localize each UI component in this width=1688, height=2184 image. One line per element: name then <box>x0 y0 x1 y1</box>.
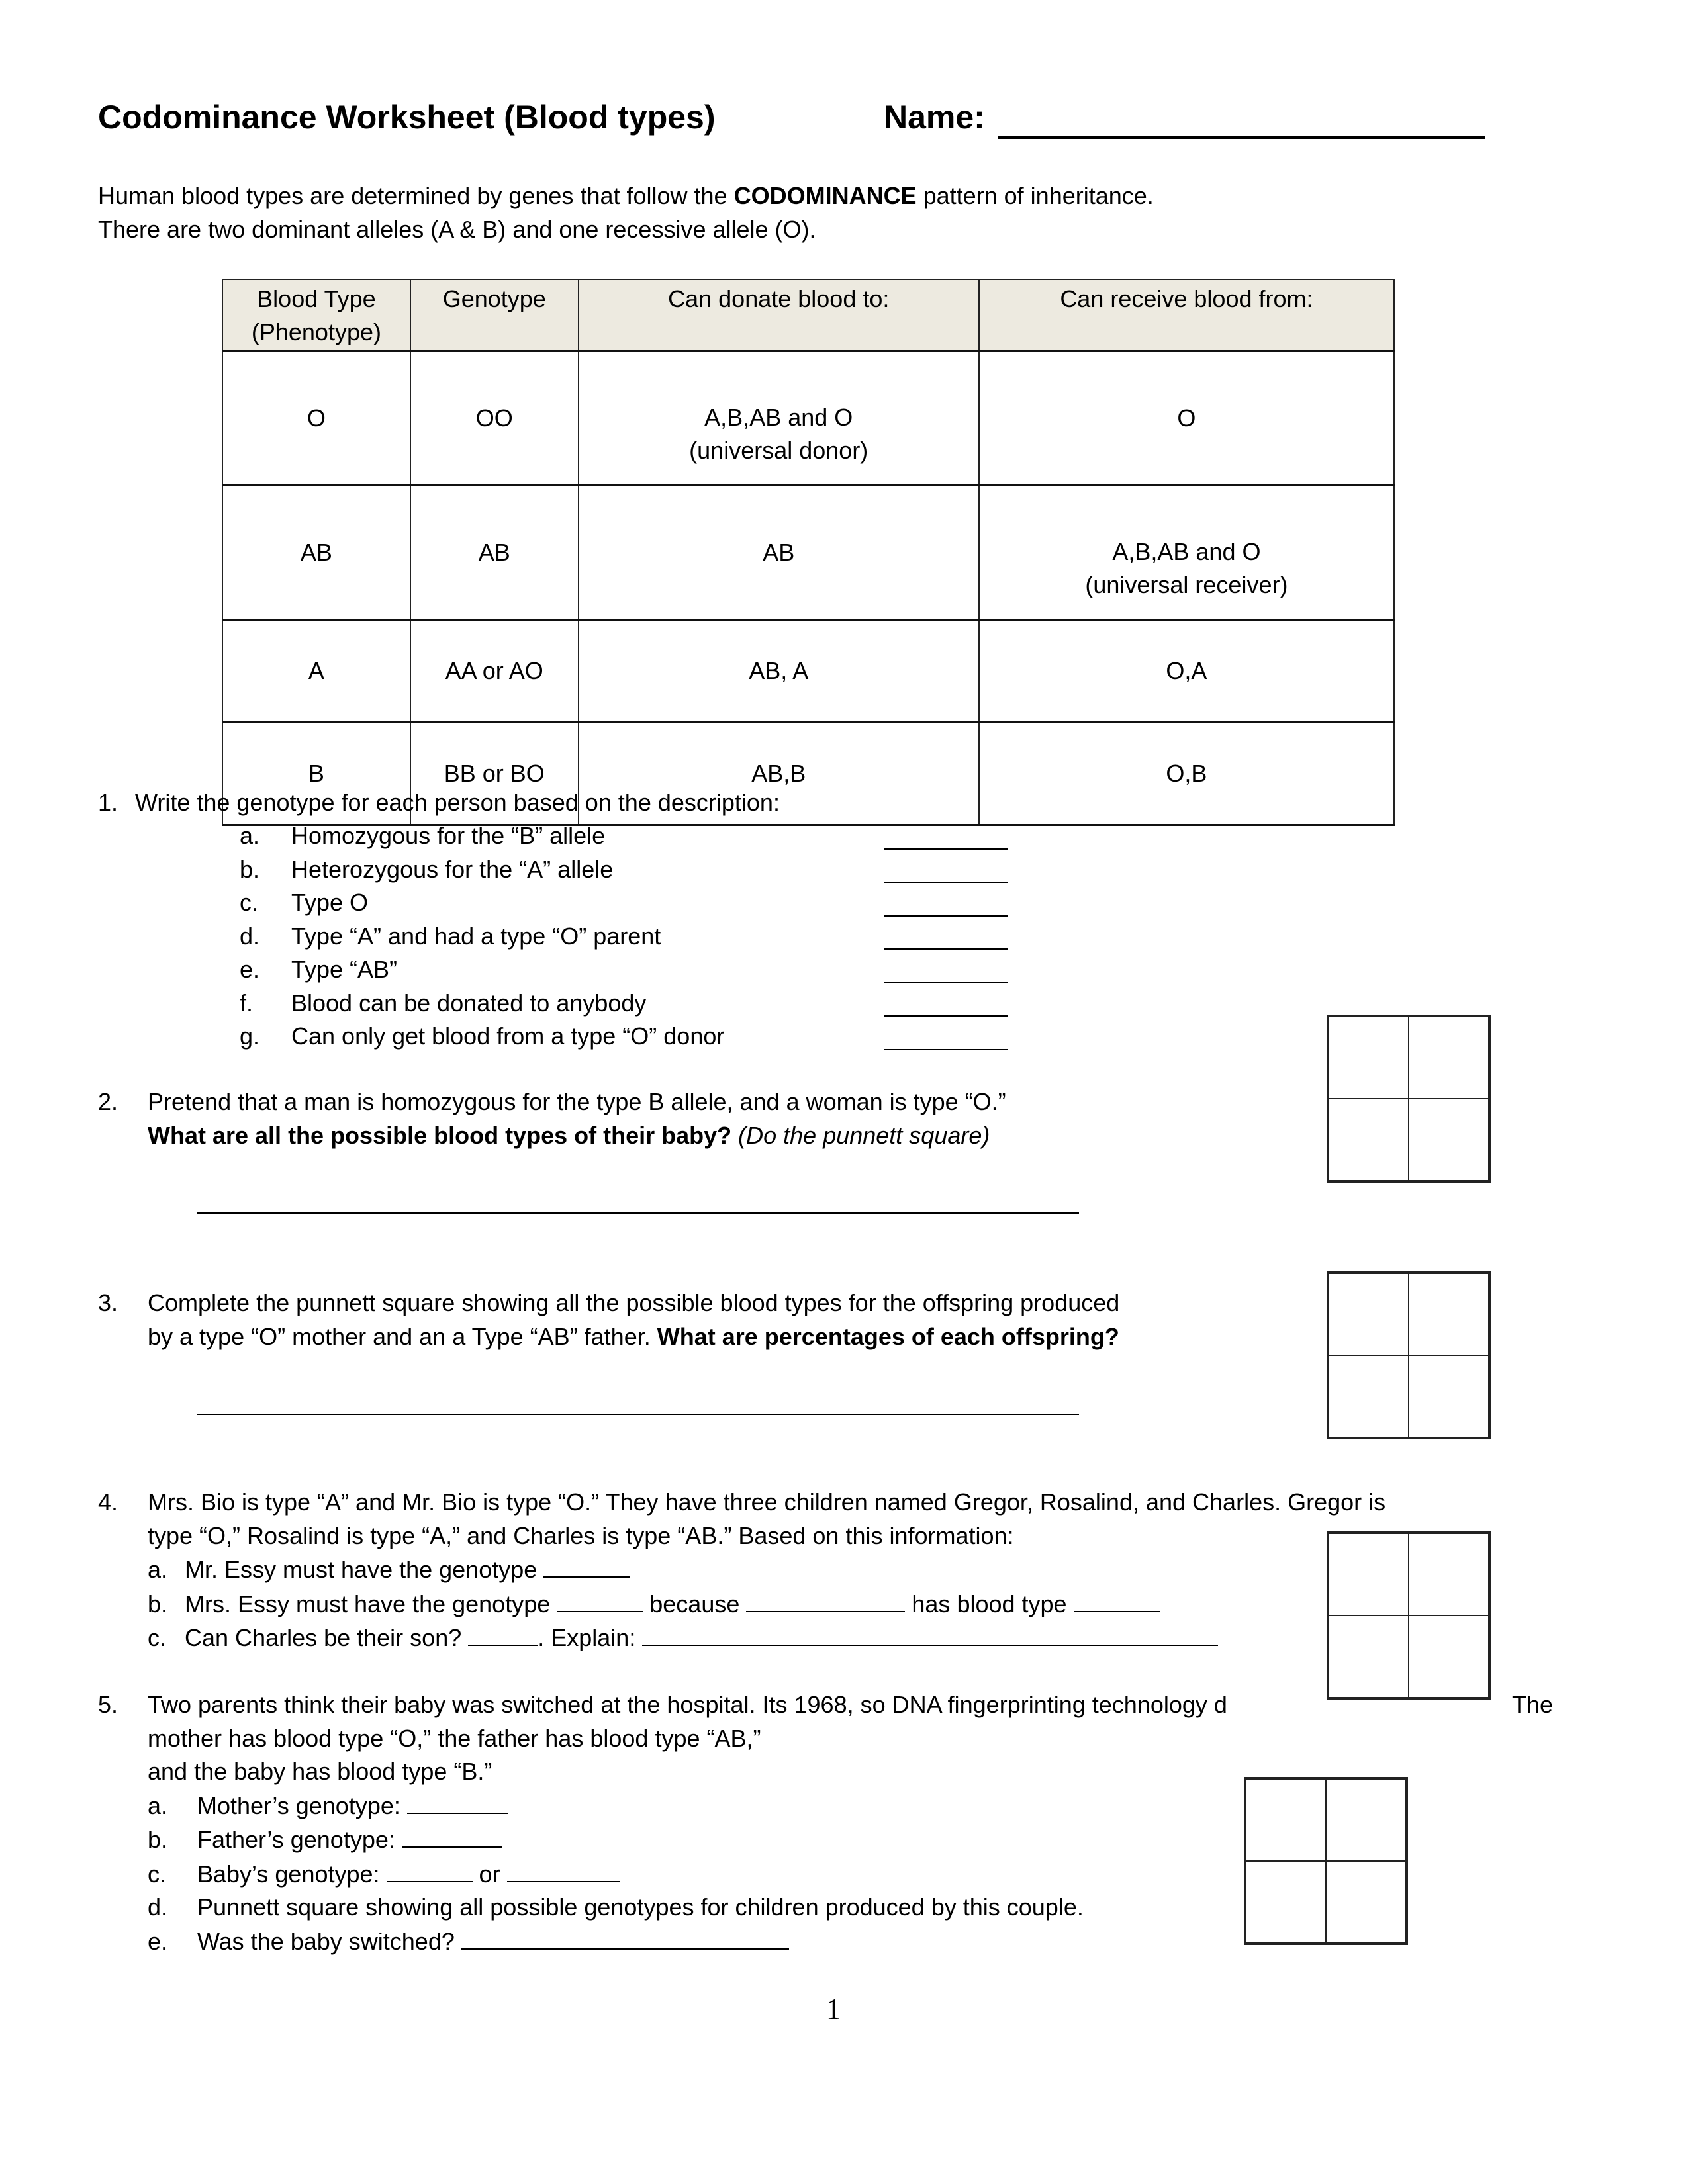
cell-receive: O,A <box>979 620 1394 723</box>
blank-5c-1[interactable] <box>387 1857 473 1882</box>
punnett-cell[interactable] <box>1409 1017 1489 1099</box>
question-5: 5. Two parents think their baby was switched at the hospital. Its 1968, so DNA fingerprinting technology d mother has blood type “O,” the father has blood type “AB,” and the baby has blood type “B.” a. Mother’s genotype: b. Father’s genotype: c. Baby’s genotype: or d. Punnett square showing all possible genotypes for children produced by this couple. e. Was the baby switched? <box>98 1691 1227 1955</box>
blank-4c-yesno[interactable] <box>468 1621 538 1646</box>
col-header-donate: Can donate blood to: <box>579 279 979 351</box>
cell-genotype: OO <box>410 351 579 486</box>
codominance-term: CODOMINANCE <box>733 182 917 209</box>
cell-genotype: BB or BO <box>410 723 579 825</box>
cell-genotype: AB <box>410 486 579 620</box>
answer-blank-1g[interactable] <box>884 1049 1008 1050</box>
table-header-row <box>222 279 1394 351</box>
question-1-item-e: e. Type “AB” <box>240 956 398 983</box>
question-2: 2. Pretend that a man is homozygous for the type B allele, and a woman is type “O.” What are all the possible blood types of their baby? (Do the punnett square) <box>98 1088 1006 1149</box>
cell-receive: A,B,AB and O (universal receiver) <box>979 486 1394 620</box>
col-header-phenotype: Blood Type (Phenotype) <box>222 279 410 351</box>
question-1-item-g: g. Can only get blood from a type “O” donor <box>240 1023 725 1050</box>
page-number: 1 <box>826 1993 841 2025</box>
punnett-cell[interactable] <box>1409 1615 1489 1698</box>
punnett-cell[interactable] <box>1246 1861 1326 1943</box>
cell-donate: A,B,AB and O (universal donor) <box>579 351 979 486</box>
punnett-square-2[interactable] <box>1327 1271 1491 1439</box>
question-1-item-d: d. Type “A” and had a type “O” parent <box>240 923 661 950</box>
answer-blank-1e[interactable] <box>884 982 1008 983</box>
question-1-item-c: c. Type O <box>240 889 369 916</box>
answer-line-q3[interactable] <box>197 1414 1079 1415</box>
punnett-cell[interactable] <box>1329 1355 1409 1437</box>
punnett-cell[interactable] <box>1329 1099 1409 1181</box>
blank-5c-2[interactable] <box>507 1857 620 1882</box>
answer-blank-1c[interactable] <box>884 915 1008 917</box>
punnett-cell[interactable] <box>1409 1273 1489 1355</box>
answer-blank-1a[interactable] <box>884 848 1008 850</box>
blank-5e[interactable] <box>461 1925 789 1950</box>
answer-blank-1d[interactable] <box>884 948 1008 950</box>
name-label: Name: <box>884 99 985 136</box>
punnett-cell[interactable] <box>1329 1615 1409 1698</box>
question-1-item-a: a. Homozygous for the “B” allele <box>240 822 606 849</box>
table-row <box>222 486 1394 620</box>
answer-line-q2[interactable] <box>197 1212 1079 1214</box>
question-3: 3. Complete the punnett square showing all the possible blood types for the offspring produced by a type “O” mother and an a Type “AB” father. What are percentages of each offspring? <box>98 1289 1120 1350</box>
cell-phenotype: B <box>222 723 410 825</box>
intro-line-1: Human blood types are determined by genes that follow the CODOMINANCE pattern of inheritance. <box>98 182 1154 209</box>
table-row <box>222 620 1394 723</box>
punnett-cell[interactable] <box>1409 1099 1489 1181</box>
cell-donate: AB <box>579 486 979 620</box>
cell-genotype: AA or AO <box>410 620 579 723</box>
punnett-cell[interactable] <box>1326 1861 1406 1943</box>
cell-receive: O,B <box>979 723 1394 825</box>
punnett-cell[interactable] <box>1329 1533 1409 1615</box>
question-1-item-b: b. Heterozygous for the “A” allele <box>240 856 614 883</box>
cell-donate: AB,B <box>579 723 979 825</box>
col-header-genotype: Genotype <box>410 279 579 351</box>
blank-5a[interactable] <box>407 1789 508 1814</box>
punnett-cell[interactable] <box>1246 1779 1326 1861</box>
worksheet-title: Codominance Worksheet (Blood types) <box>98 99 716 136</box>
blank-4b-type[interactable] <box>1074 1587 1160 1612</box>
punnett-cell[interactable] <box>1329 1273 1409 1355</box>
punnett-cell[interactable] <box>1326 1779 1406 1861</box>
punnett-cell[interactable] <box>1329 1017 1409 1099</box>
punnett-square-1[interactable] <box>1327 1015 1491 1183</box>
question-4: 4. Mrs. Bio is type “A” and Mr. Bio is type “O.” They have three children named Gregor, Rosalind, and Charles. Gregor is type “O,” Rosalind is type “A,” and Charles is type “AB.” Based on this information: a. Mr. Essy must have the genotype b. Mrs. Essy must have the genotype because has blood type c. Can Charles be their son? . Explain: <box>98 1488 1386 1651</box>
question-1-item-f: f. Blood can be donated to anybody <box>240 989 647 1017</box>
blank-4a[interactable] <box>543 1553 630 1578</box>
answer-blank-1b[interactable] <box>884 882 1008 883</box>
punnett-cell[interactable] <box>1409 1355 1489 1437</box>
blank-4b-person[interactable] <box>746 1587 905 1612</box>
col-header-receive: Can receive blood from: <box>979 279 1394 351</box>
blank-4b-genotype[interactable] <box>557 1587 643 1612</box>
question-5-overflow-text: The <box>1512 1691 1554 1718</box>
punnett-square-3[interactable] <box>1327 1531 1491 1700</box>
blood-type-table <box>222 279 1395 826</box>
cell-phenotype: A <box>222 620 410 723</box>
punnett-square-4[interactable] <box>1244 1777 1408 1945</box>
cell-phenotype: AB <box>222 486 410 620</box>
cell-receive: O <box>979 351 1394 486</box>
punnett-cell[interactable] <box>1409 1533 1489 1615</box>
intro-line-2: There are two dominant alleles (A & B) and one recessive allele (O). <box>98 216 816 243</box>
blank-5b[interactable] <box>402 1823 502 1848</box>
name-field[interactable] <box>998 136 1485 139</box>
intro-text <box>98 179 1154 246</box>
table-row <box>222 351 1394 486</box>
question-1-prompt: 1. Write the genotype for each person based on the description: <box>98 789 780 816</box>
cell-phenotype: O <box>222 351 410 486</box>
blank-4c-explain[interactable] <box>642 1621 1218 1646</box>
cell-donate: AB, A <box>579 620 979 723</box>
answer-blank-1f[interactable] <box>884 1015 1008 1017</box>
